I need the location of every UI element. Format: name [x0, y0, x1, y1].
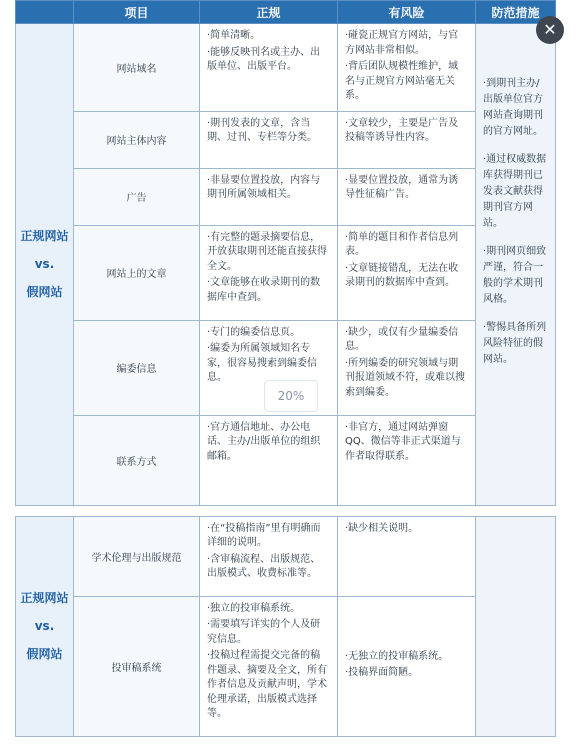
row-regular: ·在“投稿指南”里有明确而详细的说明。 ·含审稿流程、出版规范、出版模式、收费标准等。: [200, 516, 338, 596]
row-risk: ·缺少相关说明。: [338, 516, 476, 596]
table-row: [16, 225, 556, 320]
row-item: 网站主体内容: [74, 111, 200, 168]
row-risk: ·碰瓷正规官方网站，与官方网站非常相似。 ·背后团队规模性维护，域名与正规官方网站毫无关系。: [338, 24, 476, 112]
section-separator: [16, 505, 556, 516]
row-regular: ·非显要位置投放，内容与期刊所属领域相关。: [200, 168, 338, 225]
close-icon[interactable]: ✕: [536, 16, 564, 44]
row-risk: ·非官方，通过网站弹窗QQ、微信等非正式渠道与作者取得联系。: [338, 415, 476, 505]
table-header-row: [16, 1, 556, 24]
row-item: 编委信息: [74, 320, 200, 415]
table-row: [16, 596, 556, 736]
table-row: [16, 111, 556, 168]
row-risk: ·简单的题目和作者信息列表。 ·文章链接错乱，无法在收录期刊的数据库中查到。: [338, 225, 476, 320]
row-item: 网站上的文章: [74, 225, 200, 320]
header-regular: 正规: [200, 1, 338, 24]
table-row: [16, 415, 556, 505]
zoom-level-badge: 20%: [264, 380, 318, 412]
header-prevention: 防范措施: [476, 1, 556, 24]
header-blank: [16, 1, 74, 24]
row-item: 网站域名: [74, 24, 200, 112]
row-regular: ·独立的投审稿系统。 ·需要填写详实的个人及研究信息。 ·投稿过程需提交完备的稿件题录、摘要及全文，所有作者信息及贡献声明，学术伦理承诺，出版模式选择等。: [200, 596, 338, 736]
row-item: 学术伦理与出版规范: [74, 516, 200, 596]
table-row: [16, 516, 556, 596]
row-regular: ·官方通信地址、办公电话、主办/出版单位的组织邮箱。: [200, 415, 338, 505]
row-risk: ·无独立的投审稿系统。 ·投稿界面简陋。: [338, 596, 476, 736]
comparison-table-frame: [15, 0, 555, 753]
header-item: 项目: [74, 1, 200, 24]
row-regular: ·专门的编委信息页。 ·编委为所属领域知名专家，很容易搜索到编委信息。: [200, 320, 338, 415]
group-label-1: 正规网站 vs. 假网站: [16, 24, 74, 506]
row-risk: ·显要位置投放，通常为诱导性征稿广告。: [338, 168, 476, 225]
row-item: 联系方式: [74, 415, 200, 505]
row-regular: ·简单清晰。 ·能够反映刊名或主办、出版单位、出版平台。: [200, 24, 338, 112]
row-item: 投审稿系统: [74, 596, 200, 736]
prevention-cell: ·到期刊主办/出版单位官方网站查询期刊的官方网址。 ·通过权威数据库获得期刊已发表文献获得期刊官方网站。 ·期刊网页细致严谨，符合一般的学术期刊风格。 ·警惕具备所列风险特征的假网站。: [476, 24, 556, 506]
table-row: [16, 168, 556, 225]
row-regular: ·有完整的题录摘要信息，开放获取期刊还能直接获得全文。 ·文章能够在收录期刊的数据库中查到。: [200, 225, 338, 320]
row-risk: ·文章较少，主要是广告及投稿等诱导性内容。: [338, 111, 476, 168]
row-item: 广告: [74, 168, 200, 225]
table-row: [16, 24, 556, 112]
row-risk: ·缺少，或仅有少量编委信息。 ·所列编委的研究领域与期刊报道领域不符，或难以搜索到编委。: [338, 320, 476, 415]
comparison-table: [15, 0, 556, 737]
prevention-cell-2: [476, 516, 556, 736]
group-label-2: 正规网站 vs. 假网站: [16, 516, 74, 736]
header-risk: 有风险: [338, 1, 476, 24]
row-regular: ·期刊发表的文章，含当期、过刊、专栏等分类。: [200, 111, 338, 168]
